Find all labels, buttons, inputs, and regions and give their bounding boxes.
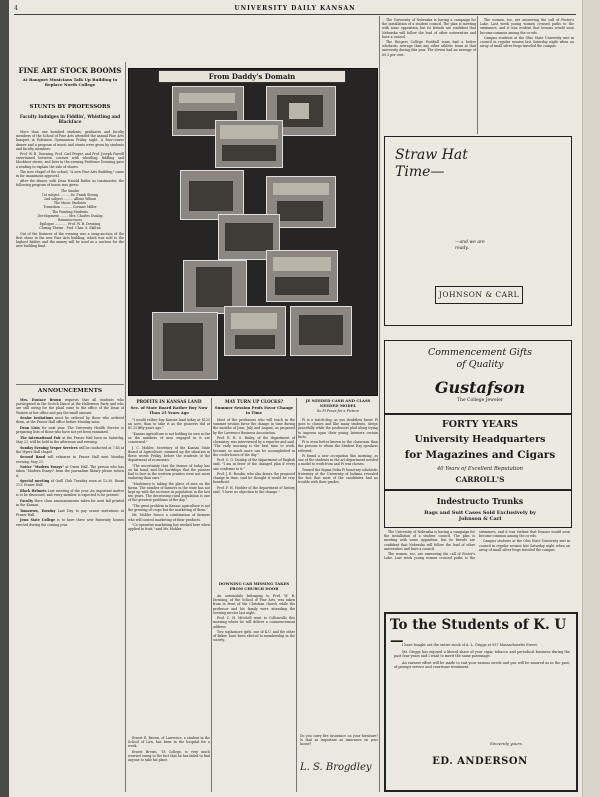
photo-engine-room bbox=[180, 170, 244, 220]
program-line: 1st subject ......... Dr. Frank Strong bbox=[41, 192, 99, 197]
newspaper-title: UNIVERSITY DAILY KANSAN bbox=[234, 5, 356, 12]
program-line: The Smoke bbox=[60, 188, 80, 193]
article-paragraph: Most of the professors who will teach in the summer session favor the change in time during the months of June, July and August, as proposed by the Lawrence Business Association. bbox=[213, 418, 295, 435]
gustafson-headline-line: of Quality bbox=[456, 359, 504, 370]
page-edge-shadow bbox=[0, 0, 9, 797]
trunks-text bbox=[390, 510, 570, 522]
photo-drafting-room bbox=[290, 306, 352, 356]
anderson-closing: Sincerely yours, bbox=[490, 741, 523, 746]
article-paragraph: "The great problem in Kansas agriculture is not the growing of crops but the marketing of them." bbox=[128, 503, 210, 512]
article-paragraph: Prof. J. E. Boodin, who also favors the proposed change in time, said he thought it would be very beneficial. bbox=[213, 472, 295, 485]
program-line: Transition ........... Corinne Miller bbox=[43, 205, 97, 210]
announcements-headline: ANNOUNCEMENTS bbox=[16, 384, 124, 394]
article-paragraph: More than one hundred students, graduates and faculty members of the School of Fine Arts attended the annual Fine Arts banquet in Robinson Gymnasium Friday night. A four-course dinner and a program of music and stunts were given by students and faculty members. bbox=[16, 130, 124, 151]
program-line: The Music Students bbox=[53, 201, 87, 206]
clocks-headline: MAY TURN UP CLOCKS? bbox=[224, 399, 284, 404]
carrolls-name: CARROLL'S bbox=[455, 475, 505, 484]
anderson-body bbox=[394, 643, 570, 738]
column-rule bbox=[211, 398, 212, 792]
fine-art-article-body bbox=[16, 130, 124, 380]
gustafson-name: Gustafson bbox=[434, 378, 526, 397]
article-paragraph: "Kansas agriculture is not holding its own so far as the numbers of men engaged in it are concerned." bbox=[128, 431, 210, 445]
straw-hat-title-line: Time— bbox=[395, 164, 445, 180]
announcement-item: The International Fair at the Fraser Hall lawn on Saturday, May 22, will be held in the afternoon and evening. bbox=[16, 435, 124, 444]
straw-hat-title-line: Straw Hat bbox=[395, 147, 468, 163]
announcement-item: Dean Lists for next year. The University Health Service is preparing lists of those who have not yet been examined. bbox=[16, 426, 124, 435]
program-line: The Painting Students bbox=[52, 209, 88, 214]
article-paragraph: Prof. E. H. S. Bailey, of the department of chemistry, was interviewed by a reporter and said, "The early morning is the best time to work, because so much more can be accomplished in the cooler hours of the day." bbox=[213, 436, 295, 457]
signature: L. S. Brogdley bbox=[300, 762, 372, 773]
kansas-land-headline: PROFITS IN KANSAS LAND bbox=[136, 399, 202, 404]
announcement-item: Senior Invitations must be ordered by those who ordered them, at the Fraser Hall office before Monday noon. bbox=[16, 416, 124, 425]
announcement-item: Faculty Have class announcements taken for next fall printed in the Kansan. bbox=[16, 498, 124, 507]
straw-hat-sub-line: —and we are bbox=[455, 240, 485, 245]
carrolls-line: University Headquarters bbox=[414, 434, 546, 445]
page-number: 4 bbox=[14, 5, 18, 12]
article-paragraph: Pi is a watch-dog, as you doubtless know. Pi goes to classes and like many students, sleeps peacefully while the professors plod along trying to impress upon their young listeners certain facts. bbox=[298, 418, 378, 439]
announcement-item: Notice "Modern Essays" at Owen Hall. The person who has taken "Modern Essays" from the journalism library please return it. bbox=[16, 465, 124, 478]
cash-model-headline: JE NEEDED CASH AND CLASS NEEDED MODEL bbox=[305, 398, 371, 408]
trunks-headline: Indestructo Trunks bbox=[436, 496, 524, 506]
article-paragraph: After the dinner, with Dean Harold Butler as toastmaster, the following program of toasts was given: bbox=[16, 179, 124, 188]
swimming-news bbox=[480, 18, 574, 132]
column-rule bbox=[296, 398, 297, 792]
carrolls-line: FORTY YEARS bbox=[441, 419, 519, 430]
article-paragraph: "The uncertainty that the farmer of today has on his hand, and the hardships that the pioneer had to face in the western prairies were not more enduring than ours." bbox=[128, 463, 210, 481]
straw-hat-title bbox=[395, 147, 545, 181]
anderson-paragraph: Mr. Griggs has enjoyed a liberal share of your cigar, tobacco and periodical business during the past four years and I want to merit the same patronage. bbox=[394, 649, 570, 659]
photo-man-at-machine bbox=[152, 312, 218, 380]
anderson-name: ED. ANDERSON bbox=[432, 756, 528, 767]
downing-car-headline: DOWNING CAR MISSING TAKES FROM CHURCH DOOR bbox=[218, 581, 290, 591]
trunks-line: Bags and Suit Cases Sold Exclusively by bbox=[424, 510, 536, 516]
article-paragraph: "Co-operative marketing has worked here when applied in fruit," said Mr. Mohler. bbox=[128, 522, 210, 532]
program-line: Reminiscences bbox=[57, 218, 83, 223]
program-line: 2nd subject ......... Allene Wilson bbox=[44, 197, 96, 202]
article-paragraph: The University of Nebraska is having a campaign for the installation of a student council. The plan is meeting with some opposition, but its friends are confident that Nebraska will follow the lead of other universities and have a council. bbox=[384, 530, 475, 551]
article-paragraph: "I would rather buy Kansas land today at $125 an acre, than to take it as the pioneers did at $1.25 fifty years ago." bbox=[128, 418, 210, 431]
program-line: Closing Theme . Prof. Chas. S. Skilton bbox=[39, 226, 101, 231]
article-paragraph: Two sophomore girls, one of K.U. and the other of Baker, have been elected to membership in the society. bbox=[213, 630, 295, 643]
announcement-item: Sunday Evening Vesper Services will be conducted at 7:45 at the Myers Hall chapel. bbox=[16, 445, 124, 454]
article-paragraph: The new chapel of the school, "A new Fine Arts Building," came in for unanimous approval. bbox=[16, 169, 124, 179]
column-rule bbox=[125, 62, 126, 792]
article-paragraph: Mr. Mohler favors a combination of farmers who will control marketing of their products. bbox=[128, 513, 210, 522]
anderson-paragraph: An earnest effort will be made to suit your various needs and you will be assured as in the past, of prompt service and courteous treatment. bbox=[394, 660, 570, 670]
announcement-item: Tomorrow, Tuesday Last Day to pay senior invitations at Fraser Hall. bbox=[16, 508, 124, 517]
carrolls-line: 40 Years of Excellent Reputation bbox=[436, 466, 524, 472]
clocks-subhead: Summer Session Profs Favor Change in Time bbox=[214, 405, 294, 415]
kansas-land-bottom-items bbox=[128, 736, 210, 790]
toast-program bbox=[16, 189, 124, 231]
article-paragraph: The women, too, are answering the call of Foster's Lake. Last week young women crossed paths to the swimmers, and it was evident that lessons would soon become common among the co-eds. bbox=[480, 18, 574, 35]
article-paragraph: Ernest Brown, '18 College, is very much worried owing to the fact that he has failed to find anyone to take his place. bbox=[128, 749, 210, 763]
cash-model-body bbox=[298, 418, 378, 730]
article-paragraph: The Rutgers College Football team had a better scholastic average than any other athletic team at that university during this year. The eleven had an average of 69.3 per cent. bbox=[382, 40, 476, 57]
downing-car-body bbox=[213, 594, 295, 790]
article-paragraph: Ernest E. Brown, of Lawrence, a student in the School of Law, has been in the hospital for a week. bbox=[128, 736, 210, 749]
photo-furnace bbox=[224, 306, 286, 356]
photo-laboratory bbox=[215, 120, 283, 168]
article-paragraph: Prof. W. B. Downing, Prof. Carl Preyer, and Prof. Joseph Farrell entertained between courses with whistling, fiddling and blackface stunts, and later in the evening Professor Downing gave a reading to explain the sale of shares. bbox=[16, 152, 124, 169]
program-line: Epilogue ............ Prof. W. B. Downing bbox=[39, 222, 101, 227]
cash-model-subhead: So Pi Poses for a Picture bbox=[316, 409, 360, 413]
article-paragraph: Prof. C. G. Dunlap of the department of English said, "I am in favor of the changed plan if every one conforms to it." bbox=[213, 458, 295, 471]
nebraska-news bbox=[382, 18, 476, 132]
article-paragraph: Pi found a new occupation this morning, as one of the students in the art department needed a model to work from and Pi was chosen. bbox=[298, 454, 378, 467]
clocks-body bbox=[213, 418, 295, 580]
straw-hat-subtitle bbox=[455, 240, 485, 252]
announcement-item: Jowa State College is to have three new fraternity houses erected during the coming year. bbox=[16, 518, 124, 527]
fine-art-subhead: At Banquet Musicians Talk Up Building to Replace North College bbox=[22, 77, 118, 87]
photo-electrical-lab bbox=[266, 250, 338, 302]
announcement-item: Second Band will rehearse in Fraser Hall next Monday evening, May 23. bbox=[16, 455, 124, 464]
announcement-item: Mrs. Eustace Brown requests that all students who participated in the Scotch Dance at the Halloween Party and who are still owing for the plaid come to the office of the Dean of Women at her office and pay the small amount. bbox=[16, 398, 124, 415]
article-paragraph: The women, too, are answering the call of Foster's Lake. Last week young women crossed paths to the swimmers, and it was evident that lessons would soon become common among the co-eds. bbox=[384, 530, 570, 561]
announcement-item: Special meeting of Quill Club Tuesday noon at 12:30. Room 113, Fraser Hall. bbox=[16, 479, 124, 488]
article-paragraph: Pi is even better known in the classroom than the persons to whom the Student Day speakers referred. bbox=[298, 440, 378, 453]
anderson-paragraph: I have bought out the entire stock of A. L. Griggs at 937 Massachusetts Street. bbox=[402, 643, 538, 647]
gustafson-headline bbox=[392, 347, 568, 371]
article-paragraph: Prof. F. H. Hodder of the department of history said, "I have no objection to the change." bbox=[213, 485, 295, 494]
stunts-subhead: Faculty Indulges in Fiddlin', Whistling and Blackface bbox=[19, 114, 121, 124]
announcement-item: Black Helmets Last meeting of the year. An important matter is to be discussed, and every member is expected to be present. bbox=[16, 488, 124, 498]
article-paragraph: Campus students at the Ohio State University met in council in regular session last Saturday night when an array of small silver frogs traveled the campus. bbox=[479, 539, 570, 552]
article-paragraph: Campus students at the Ohio State University met in council in regular session last Saturday night when an array of small silver frogs traveled the campus. bbox=[480, 35, 574, 49]
fine-art-headline: FINE ART STOCK BOOMS bbox=[18, 66, 122, 75]
kansas-land-body bbox=[128, 418, 210, 734]
photo-collage-title: From Daddy's Domain bbox=[158, 70, 346, 83]
straw-hat-sub-line: ready. bbox=[455, 246, 469, 251]
stunts-headline: STUNTS BY PROFESSORS bbox=[29, 104, 111, 110]
article-paragraph: Out of the features of the evening was a swag-auction of the first share in the new Fine Arts building, which was sold to the highest bidder, and the money will be used as a nucleus for the new building fund. bbox=[16, 231, 124, 249]
program-line: Development ........ Mrs. Charles Dunlap bbox=[37, 213, 103, 218]
johnson-carl-logo: JOHNSON & CARL bbox=[435, 286, 523, 304]
adjacent-page-edge bbox=[582, 0, 600, 797]
article-paragraph: Prof. C. H. Mitchell went to Collinsville this morning where he will deliver a commencement address. bbox=[213, 616, 295, 629]
article-paragraph: Toward the Sigma Delta Pi honorary scholastic fraternity at the University of Indiana revealed the fact that most of the candidates had no trouble with their grades. bbox=[298, 467, 378, 485]
filler-text bbox=[384, 530, 570, 612]
kansas-land-subhead: Sec. of State Board Rather Buy Now Than 25 Years Ago bbox=[130, 405, 208, 415]
masthead-rule bbox=[14, 14, 576, 15]
gustafson-tagline: The College Jeweler bbox=[457, 398, 503, 403]
article-paragraph: The University of Nebraska is having a campaign for the installation of a student council. The plan is meeting with some opposition, but its friends are confident that Nebraska will follow the lead of other universities and have a council. bbox=[382, 18, 476, 39]
announcements-list bbox=[16, 398, 124, 790]
anderson-title: To the Students of K. U— bbox=[390, 617, 567, 649]
article-paragraph: "Machinery is taking the place of men on the farms. The number of farmers in the state has not kept up with the increase in population in the last ten years. The decreasing rural population is one of the greatest problems of the day." bbox=[128, 481, 210, 503]
column-rule bbox=[379, 16, 380, 792]
gustafson-headline-line: Commencement Gifts bbox=[427, 347, 533, 358]
article-paragraph: An automobile belonging to Prof. W. B. Downing, of the School of Fine Arts, was taken from in front of the Christian church while the professor and his family were attending the evening service last night. bbox=[213, 594, 295, 615]
carrolls-line: for Magazines and Cigars bbox=[404, 449, 556, 461]
insurance-note: Do you carry fire insurance on your furniture? Is that as important as insurance on your house? bbox=[300, 734, 378, 747]
article-paragraph: J. C. Mohler, Secretary of the Kansas State Board of Agriculture, summed up the situation in these words Friday, before the students of the department of economics. bbox=[128, 445, 210, 463]
column-rule bbox=[477, 16, 478, 134]
trunks-line: Johnson & Carl bbox=[458, 516, 502, 522]
